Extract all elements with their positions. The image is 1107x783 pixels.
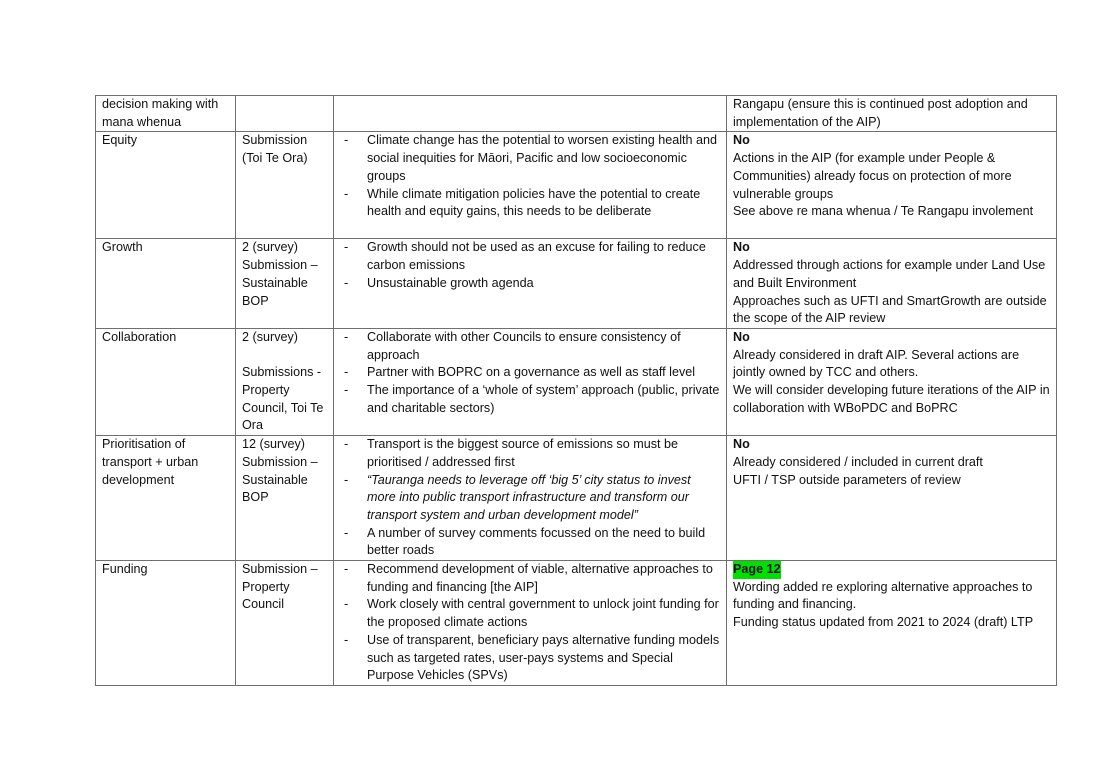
source-line: Submissions - Property Council, Toi Te Ora bbox=[242, 365, 324, 433]
source-cell: Submission – Property Council bbox=[236, 561, 334, 686]
list-item bbox=[340, 275, 720, 293]
topic-cell: decision making with mana whenua bbox=[96, 96, 236, 132]
point-text: Use of transparent, beneficiary pays alternative funding models such as targeted rates, user-pays systems and Special Purpose Vehicles (SPVs) bbox=[367, 632, 720, 683]
dash-icon: - bbox=[344, 133, 349, 148]
response-line: Rangapu (ensure this is continued post adoption and implementation of the AIP) bbox=[733, 97, 1028, 129]
response-line: We will consider developing future iterations of the AIP in collaboration with WBoPDC and BoPRC bbox=[733, 383, 1050, 415]
response-cell bbox=[727, 132, 1057, 239]
submissions-table bbox=[95, 95, 1057, 686]
response-line: UFTI / TSP outside parameters of review bbox=[733, 472, 961, 487]
list-item bbox=[340, 186, 720, 221]
source-spacer bbox=[242, 347, 327, 365]
response-title: No bbox=[733, 329, 750, 344]
list-item bbox=[340, 436, 720, 471]
dash-icon: - bbox=[344, 275, 349, 290]
point-text: The importance of a ‘whole of system’ approach (public, private and charitable sectors) bbox=[367, 383, 720, 415]
page-reference-highlight: Page 12 bbox=[733, 561, 781, 579]
point-text: A number of survey comments focussed on the need to build better roads bbox=[367, 525, 706, 558]
points-cell bbox=[334, 328, 727, 435]
dash-icon: - bbox=[344, 365, 349, 380]
list-item bbox=[340, 472, 720, 525]
response-line: Actions in the AIP (for example under People & Communities) already focus on protection of more vulnerable groups bbox=[733, 151, 1012, 201]
point-text: Work closely with central government to unlock joint funding for the proposed climate actions bbox=[367, 597, 719, 630]
point-text: Partner with BOPRC on a governance as well as staff level bbox=[367, 365, 696, 380]
table-row bbox=[96, 96, 1057, 132]
list-item bbox=[340, 561, 720, 596]
source-cell: 2 (survey) Submission – Sustainable BOP bbox=[236, 239, 334, 329]
table-row bbox=[96, 561, 1057, 686]
dash-icon: - bbox=[344, 597, 349, 612]
response-cell bbox=[727, 436, 1057, 561]
list-item bbox=[340, 329, 720, 364]
point-text: While climate mitigation policies have the potential to create health and equity gains, this needs to be deliberate bbox=[367, 186, 701, 219]
dash-icon: - bbox=[344, 186, 349, 201]
response-cell bbox=[727, 328, 1057, 435]
response-title: No bbox=[733, 133, 750, 148]
dash-icon: - bbox=[344, 562, 349, 577]
points-cell bbox=[334, 239, 727, 329]
point-text: Climate change has the potential to worsen existing health and social inequities for Māori, Pacific and low socioeconomic groups bbox=[367, 133, 718, 183]
dash-icon: - bbox=[344, 383, 349, 398]
table-row bbox=[96, 132, 1057, 239]
point-text: Recommend development of viable, alternative approaches to funding and financing [the AIP] bbox=[367, 562, 713, 594]
points-cell bbox=[334, 96, 727, 132]
response-line: Wording added re exploring alternative approaches to funding and financing. bbox=[733, 579, 1033, 612]
table-row bbox=[96, 436, 1057, 561]
topic-cell: Equity bbox=[96, 132, 236, 239]
topic-cell: Growth bbox=[96, 239, 236, 329]
points-cell bbox=[334, 436, 727, 561]
response-line: Funding status updated from 2021 to 2024 (draft) LTP bbox=[733, 615, 1034, 630]
list-item bbox=[340, 382, 720, 417]
point-text: Growth should not be used as an excuse for failing to reduce carbon emissions bbox=[367, 240, 706, 273]
list-item bbox=[340, 132, 720, 185]
point-text: Collaborate with other Councils to ensure consistency of approach bbox=[367, 329, 681, 362]
response-cell bbox=[727, 561, 1057, 686]
response-cell bbox=[727, 239, 1057, 329]
quote-text: “Tauranga needs to leverage off ‘big 5’ city status to invest more into public transport infrastructure and transform our transport system and urban development model” bbox=[367, 472, 691, 522]
response-line: Already considered in draft AIP. Several actions are jointly owned by TCC and others. bbox=[733, 347, 1020, 380]
response-line: Already considered / included in current draft bbox=[733, 454, 983, 469]
source-cell bbox=[236, 96, 334, 132]
topic-cell: Collaboration bbox=[96, 328, 236, 435]
list-item bbox=[340, 364, 720, 382]
response-cell bbox=[727, 96, 1057, 132]
source-cell: 12 (survey) Submission – Sustainable BOP bbox=[236, 436, 334, 561]
dash-icon: - bbox=[344, 525, 349, 540]
list-item bbox=[340, 632, 720, 685]
topic-cell: Prioritisation of transport + urban development bbox=[96, 436, 236, 561]
response-title: No bbox=[733, 437, 750, 452]
source-cell bbox=[236, 328, 334, 435]
dash-icon: - bbox=[344, 472, 349, 487]
points-cell bbox=[334, 132, 727, 239]
source-cell: Submission (Toi Te Ora) bbox=[236, 132, 334, 239]
dash-icon: - bbox=[344, 240, 349, 255]
source-line: 2 (survey) bbox=[242, 329, 298, 344]
dash-icon: - bbox=[344, 632, 349, 647]
list-item bbox=[340, 525, 720, 560]
topic-cell: Funding bbox=[96, 561, 236, 686]
list-item bbox=[340, 239, 720, 274]
point-text: Transport is the biggest source of emissions so must be prioritised / addressed first bbox=[367, 437, 679, 469]
table-row bbox=[96, 328, 1057, 435]
response-line: Approaches such as UFTI and SmartGrowth are outside the scope of the AIP review bbox=[733, 293, 1047, 326]
point-text: Unsustainable growth agenda bbox=[367, 275, 534, 290]
response-title: No bbox=[733, 240, 750, 255]
dash-icon: - bbox=[344, 329, 349, 344]
dash-icon: - bbox=[344, 437, 349, 452]
response-line: Addressed through actions for example under Land Use and Built Environment bbox=[733, 258, 1046, 290]
table-row bbox=[96, 239, 1057, 329]
list-item bbox=[340, 596, 720, 631]
response-line: See above re mana whenua / Te Rangapu involement bbox=[733, 204, 1034, 219]
points-cell bbox=[334, 561, 727, 686]
